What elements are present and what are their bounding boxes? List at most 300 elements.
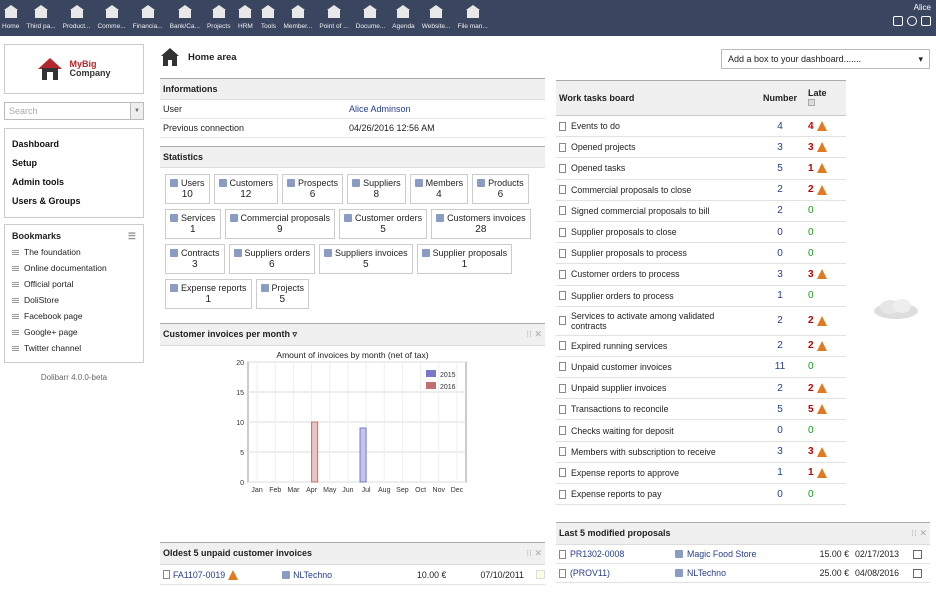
stat-label: Supplier proposals [432, 248, 508, 258]
document-icon [559, 291, 566, 300]
warning-icon [817, 142, 827, 152]
list-icon [12, 266, 19, 271]
topmenu-item-website[interactable] [422, 0, 451, 30]
amount: 15.00 € [819, 549, 849, 559]
filter-icon[interactable]: ▿ [292, 329, 298, 339]
document-icon [559, 447, 566, 456]
bookmarks-title: Bookmarks [12, 231, 62, 241]
stat-label: Suppliers [363, 178, 401, 188]
search-input[interactable] [4, 102, 144, 120]
proposals-title: Last 5 modified proposals [559, 528, 671, 538]
hrm-icon [237, 4, 253, 20]
board-row [556, 307, 846, 336]
topmenu-item-product[interactable] [63, 0, 91, 30]
board-row-number[interactable]: 0 [777, 425, 783, 437]
stat-value: 1 [461, 259, 468, 270]
info-value: 04/26/2016 12:56 AM [349, 123, 435, 133]
pos-icon [326, 4, 342, 20]
topmenu-item-bank-ca[interactable] [170, 0, 200, 30]
stat-label: Suppliers invoices [335, 248, 408, 258]
work-tasks-board [556, 80, 846, 505]
board-row [556, 180, 846, 201]
topmenu-label: Agenda [392, 23, 415, 30]
board-row-number[interactable]: 11 [774, 361, 786, 373]
board-row-label[interactable]: Checks waiting for deposit [571, 425, 674, 436]
stat-box[interactable] [472, 174, 529, 204]
stat-icon [477, 179, 485, 187]
building-icon [33, 4, 49, 20]
menu-admin-tools[interactable]: Admin tools [12, 177, 64, 187]
stat-label: Projects [271, 283, 305, 293]
stat-value: 3 [191, 259, 198, 270]
document-icon [559, 164, 566, 173]
warning-icon [817, 383, 827, 393]
stat-label: Members [425, 178, 464, 188]
stat-value: 6 [269, 259, 275, 270]
stat-box[interactable] [214, 174, 279, 204]
warning-icon [817, 468, 827, 478]
topmenu-label: File man... [457, 23, 488, 30]
list-icon [12, 298, 19, 303]
table-row [556, 545, 930, 564]
stat-icon [287, 179, 295, 187]
chevron-down-icon[interactable]: ▼ [130, 103, 143, 119]
bookmark-item[interactable] [12, 276, 136, 292]
stat-box[interactable] [282, 174, 343, 204]
product-icon [69, 4, 85, 20]
stat-icon [170, 179, 178, 187]
stat-box[interactable] [347, 174, 406, 204]
topmenu-item-docume[interactable] [356, 0, 386, 30]
chart-x-tick: Apr [306, 487, 318, 494]
chart-x-tick: Nov [432, 487, 445, 494]
document-icon [559, 228, 566, 237]
stat-value: 10 [181, 189, 193, 200]
date: 07/10/2011 [480, 569, 524, 580]
version-text: Dolibarr 4.0.0-beta [40, 373, 108, 382]
chart-bar [360, 428, 366, 482]
board-row-label[interactable]: Events to do [571, 121, 620, 132]
topmenu-item-home[interactable] [2, 0, 19, 30]
status-checkbox[interactable] [913, 550, 922, 559]
logout-icon[interactable] [921, 16, 931, 26]
board-row-label[interactable]: Supplier proposals to close [571, 227, 677, 238]
topmenu-item-financia[interactable] [133, 0, 163, 30]
company-link[interactable]: NLTechno [293, 569, 333, 580]
chart-x-tick: Feb [269, 487, 282, 494]
chart-y-tick: 0 [240, 480, 244, 487]
document-icon [559, 362, 566, 371]
company-link[interactable]: NLTechno [687, 568, 726, 578]
topmenu-label: Tools [260, 23, 277, 30]
chart-legend-swatch [426, 370, 436, 377]
board-row-label[interactable]: Expense reports to pay [571, 489, 662, 500]
board-row-late: 0 [808, 488, 814, 500]
board-row-label[interactable]: Supplier orders to process [571, 290, 674, 301]
stat-icon [170, 284, 178, 292]
top-menu-bar [0, 0, 936, 36]
company-logo-icon [37, 56, 63, 82]
board-row-late: 1 [808, 162, 814, 174]
board-row [556, 336, 846, 357]
document-icon [559, 270, 566, 279]
top-right-area [893, 3, 931, 26]
status-icon [536, 570, 545, 579]
chart-x-tick: Aug [378, 487, 391, 494]
list-icon [12, 330, 19, 335]
board-title: Work tasks board [559, 93, 635, 103]
user-link[interactable]: Alice Adminson [349, 104, 411, 114]
board-row-number[interactable]: 0 [777, 488, 783, 500]
commerce-icon [104, 4, 120, 20]
bookmark-item[interactable] [12, 340, 136, 356]
stat-label: Users [181, 178, 205, 188]
board-row [556, 399, 846, 420]
board-row-number[interactable]: 5 [777, 162, 783, 174]
board-row-number[interactable]: 3 [777, 268, 783, 280]
bookmark-label: Facebook page [24, 311, 83, 321]
chart-y-tick: 20 [236, 360, 244, 367]
bookmark-label: The foundation [24, 247, 81, 257]
logo-line1: MyBig [69, 59, 97, 69]
board-row-number[interactable]: 2 [777, 340, 783, 352]
left-sidebar [4, 44, 144, 382]
document-icon [559, 185, 566, 194]
list-icon [12, 314, 19, 319]
stat-icon [234, 249, 242, 257]
company-logo[interactable] [4, 44, 144, 94]
menu-setup[interactable]: Setup [12, 158, 38, 168]
bookmark-item[interactable] [12, 260, 136, 276]
stat-value: 1 [205, 294, 212, 305]
company-link[interactable]: Magic Food Store [687, 549, 757, 559]
stat-box[interactable] [229, 244, 316, 274]
help-icon[interactable] [907, 16, 917, 26]
stat-icon [436, 214, 444, 222]
invoice-ref-link[interactable]: FA1107-0019 [173, 569, 226, 580]
menu-dashboard[interactable]: Dashboard [12, 139, 60, 149]
chart-y-tick: 15 [236, 390, 244, 397]
warning-icon [817, 163, 827, 173]
board-row-number[interactable]: 1 [777, 290, 783, 302]
stat-value: 5 [279, 294, 286, 305]
board-row-label[interactable]: Expired running services [571, 340, 668, 351]
top-menu [0, 0, 936, 30]
stat-box[interactable] [431, 209, 531, 239]
chart-title: Amount of invoices by month (net of tax) [276, 350, 429, 360]
chart-x-tick: Jul [361, 487, 371, 494]
board-row-number[interactable]: 2 [777, 184, 783, 196]
info-key: User [163, 104, 183, 114]
document-icon [559, 490, 566, 499]
board-row-number[interactable]: 2 [777, 315, 783, 327]
print-icon[interactable] [893, 16, 903, 26]
board-row-label[interactable]: Members with subscription to receive [571, 446, 716, 457]
stat-label: Prospects [298, 178, 339, 188]
board-row [556, 357, 846, 378]
chart-box [160, 323, 545, 502]
box-controls[interactable]: ⁝⁝ ✕ [526, 329, 542, 339]
stat-box[interactable] [256, 279, 310, 309]
topmenu-item-comme[interactable] [97, 0, 125, 30]
amount: 10.00 € [417, 569, 447, 580]
logo-line2: Company [69, 68, 111, 78]
board-row-number[interactable]: 4 [777, 120, 783, 132]
board-row-late: 0 [808, 361, 814, 373]
document-icon [559, 341, 566, 350]
chart-x-tick: Mar [287, 487, 300, 494]
topmenu-label: Projects [206, 23, 231, 30]
stat-box[interactable] [165, 279, 252, 309]
info-key: Previous connection [163, 123, 245, 133]
stat-value: 6 [309, 189, 316, 200]
chart-x-tick: Oct [415, 487, 427, 494]
stat-icon [170, 249, 178, 257]
board-row-number[interactable]: 2 [777, 382, 783, 394]
chart-y-tick: 5 [240, 450, 244, 457]
board-row-label[interactable]: Services to activate among validated contracts [571, 310, 715, 331]
warning-icon [817, 121, 827, 131]
board-row-late: 5 [808, 403, 814, 415]
bookmark-item[interactable] [12, 244, 136, 260]
stat-icon [261, 284, 269, 292]
board-row [556, 286, 846, 307]
bookmark-item[interactable] [12, 292, 136, 308]
warning-icon [817, 269, 827, 279]
document-icon [559, 249, 566, 258]
board-row-label[interactable]: Opened tasks [571, 163, 626, 174]
board-row-label[interactable]: Expense reports to approve [571, 467, 680, 478]
topmenu-item-member[interactable] [283, 0, 312, 30]
bank-icon [177, 4, 193, 20]
informations-title: Informations [163, 84, 218, 94]
document-icon [559, 405, 566, 414]
board-row-label[interactable]: Supplier proposals to process [571, 248, 687, 259]
board-row-number[interactable]: 0 [777, 247, 783, 259]
invoice-icon [163, 570, 170, 579]
table-row [556, 564, 930, 583]
topmenu-item-point-of[interactable] [319, 0, 348, 30]
board-row [556, 243, 846, 264]
stat-icon [344, 214, 352, 222]
list-icon [12, 250, 19, 255]
stat-label: Customers invoices [447, 213, 526, 223]
board-row-late: 0 [808, 247, 814, 259]
stat-value: 5 [363, 259, 369, 270]
topmenu-label: Financia... [132, 23, 163, 30]
documents-icon [362, 4, 378, 20]
informations-box [160, 78, 545, 138]
topmenu-item-third-pa[interactable] [26, 0, 55, 30]
stat-label: Customers [229, 178, 274, 188]
board-row [556, 442, 846, 463]
topmenu-label: Bank/Ca... [169, 23, 200, 30]
col-late: Late [808, 88, 827, 98]
list-icon [12, 346, 19, 351]
date: 04/08/2016 [855, 568, 900, 578]
finance-icon [140, 4, 156, 20]
chart-x-tick: Jan [251, 487, 263, 494]
board-row-late: 0 [808, 205, 814, 217]
search-placeholder: Search [9, 106, 38, 116]
board-row-late: 0 [808, 226, 814, 238]
late-info-icon [808, 99, 815, 106]
topmenu-item-hrm[interactable] [237, 0, 253, 30]
stat-label: Customer orders [355, 213, 423, 223]
proposal-ref-link[interactable]: PR1302-0008 [570, 549, 625, 559]
date: 02/17/2013 [855, 549, 900, 559]
warning-icon [817, 404, 827, 414]
members-icon [290, 4, 306, 20]
stat-label: Suppliers orders [244, 248, 311, 258]
warning-icon [817, 447, 827, 457]
board-row-label[interactable]: Customer orders to process [571, 269, 680, 280]
chart-legend-swatch [426, 382, 436, 389]
stat-box[interactable] [410, 174, 469, 204]
stat-value: 1 [189, 224, 196, 235]
amount: 25.00 € [819, 568, 849, 578]
document-icon [559, 316, 566, 325]
user-name[interactable]: Alice [913, 3, 931, 12]
stat-label: Commercial proposals [240, 213, 331, 223]
board-row [556, 264, 846, 285]
board-row-late: 4 [808, 120, 814, 132]
board-row-late: 3 [808, 446, 814, 458]
board-row [556, 116, 846, 137]
board-row-late: 2 [808, 315, 814, 327]
menu-users-groups[interactable]: Users & Groups [12, 196, 81, 206]
topmenu-item-tools[interactable] [260, 0, 276, 30]
chart-y-tick: 10 [236, 420, 244, 427]
bookmark-label: Online documentation [24, 263, 107, 273]
document-icon [559, 122, 566, 131]
board-row [556, 484, 846, 505]
topmenu-item-agenda[interactable] [392, 0, 414, 30]
website-icon [428, 4, 444, 20]
document-icon [559, 143, 566, 152]
status-checkbox[interactable] [913, 569, 922, 578]
stat-icon [170, 214, 178, 222]
stat-icon [422, 249, 430, 257]
board-row [556, 420, 846, 441]
bookmark-label: DoliStore [24, 295, 59, 305]
warning-icon [817, 185, 827, 195]
statistics-title: Statistics [163, 152, 204, 162]
topmenu-item-projects[interactable] [207, 0, 230, 30]
invoice-chart [160, 360, 545, 500]
stat-box[interactable] [165, 174, 210, 204]
stat-value: 4 [436, 189, 442, 200]
stat-icon [415, 179, 423, 187]
board-row-late: 0 [808, 290, 814, 302]
box-controls[interactable]: ⁝⁝ ✕ [526, 548, 542, 558]
home-icon [160, 47, 180, 67]
topmenu-item-file-man[interactable] [457, 0, 487, 30]
main-content [160, 44, 545, 502]
board-row [556, 137, 846, 158]
bookmarks-list-icon[interactable]: ☰ [127, 231, 136, 241]
unpaid-title: Oldest 5 unpaid customer invoices [163, 548, 313, 558]
company-icon [282, 571, 290, 579]
stat-box[interactable] [417, 244, 513, 274]
agenda-icon [395, 4, 411, 20]
board-row-label[interactable]: Opened projects [571, 142, 636, 153]
weather-icon [872, 297, 920, 321]
topmenu-label: Product... [62, 23, 91, 30]
page-title: Home area [188, 51, 237, 63]
unpaid-invoices-box [160, 542, 545, 585]
board-row-number[interactable]: 1 [777, 467, 783, 479]
stat-box[interactable] [165, 244, 225, 274]
warning-icon [817, 341, 827, 351]
board-row-number[interactable]: 3 [777, 446, 783, 458]
chart-legend-label: 2015 [440, 372, 456, 379]
board-row-label[interactable]: Signed commercial proposals to bill [571, 205, 710, 216]
chart-x-tick: Jun [342, 487, 354, 494]
board-row-label[interactable]: Unpaid customer invoices [571, 361, 672, 372]
add-box-select[interactable] [721, 49, 930, 69]
home-icon [3, 4, 19, 20]
topmenu-label: Third pa... [26, 23, 56, 30]
board-row-number[interactable]: 3 [777, 141, 783, 153]
info-row-user [160, 100, 545, 119]
stat-box[interactable] [165, 209, 221, 239]
topmenu-label: Home [2, 23, 20, 30]
stat-box[interactable] [319, 244, 413, 274]
board-row-late: 0 [808, 425, 814, 437]
board-row-number[interactable]: 2 [777, 205, 783, 217]
board-row-label[interactable]: Unpaid supplier invoices [571, 383, 667, 394]
board-row-late: 3 [808, 268, 814, 280]
box-controls[interactable]: ⁝⁝ ✕ [911, 528, 927, 538]
last-proposals-box [556, 522, 930, 583]
stat-value: 8 [373, 189, 380, 200]
board-row-label[interactable]: Commercial proposals to close [571, 184, 692, 195]
proposal-ref-link[interactable]: (PROV11) [570, 568, 610, 578]
chart-box-title: Customer invoices per month [163, 329, 291, 339]
bookmark-item[interactable] [12, 324, 136, 340]
projects-icon [211, 4, 227, 20]
proposal-icon [559, 550, 566, 559]
bookmark-label: Twitter channel [24, 343, 82, 353]
board-row-late: 1 [808, 467, 814, 479]
stat-box[interactable] [339, 209, 427, 239]
document-icon [559, 426, 566, 435]
board-row-late: 2 [808, 184, 814, 196]
list-icon [12, 282, 19, 287]
chart-legend-label: 2016 [440, 384, 456, 391]
bookmarks-box [4, 224, 144, 363]
board-row-late: 3 [808, 141, 814, 153]
stat-label: Contracts [181, 248, 220, 258]
stat-icon [219, 179, 227, 187]
chevron-down-icon: ▾ [918, 54, 923, 64]
chart-x-tick: Dec [450, 487, 464, 494]
board-row [556, 158, 846, 179]
col-number: Number [762, 93, 797, 103]
stat-value: 6 [497, 189, 504, 200]
stat-box[interactable] [225, 209, 336, 239]
board-row [556, 463, 846, 484]
bookmark-label: Official portal [24, 279, 74, 289]
board-row-number[interactable]: 5 [777, 403, 783, 415]
bookmark-item[interactable] [12, 308, 136, 324]
document-icon [559, 384, 566, 393]
tools-icon [260, 4, 276, 20]
board-row-number[interactable]: 0 [777, 226, 783, 238]
bookmark-label: Google+ page [24, 327, 78, 337]
board-row-label[interactable]: Transactions to reconcile [571, 404, 669, 415]
